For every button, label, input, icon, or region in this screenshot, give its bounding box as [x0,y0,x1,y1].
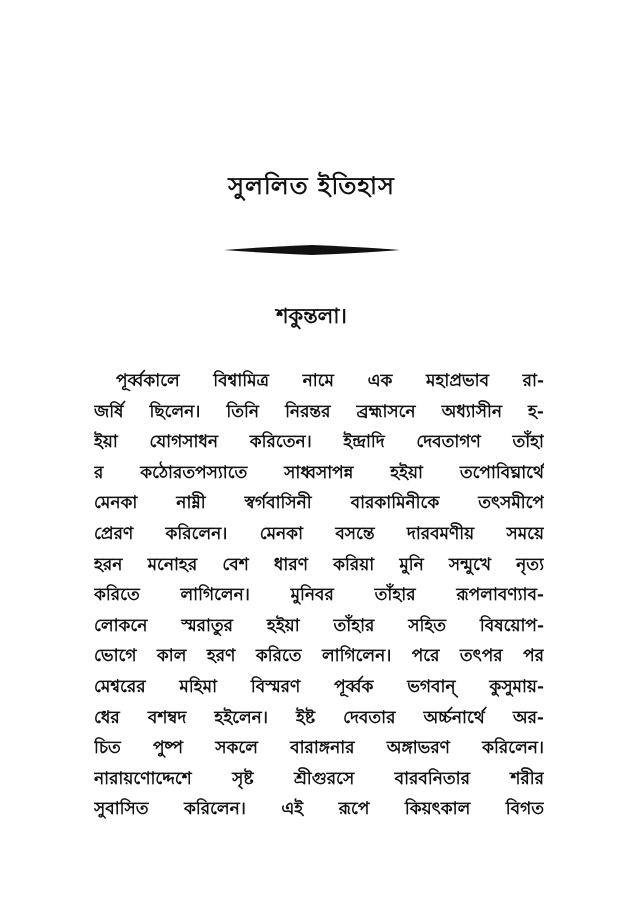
text-line: প্রেরণ করিলেন। মেনকা বসন্তে দারবমণীয় সময়ে [94,523,544,544]
chapter-title: শকুন্তলা। [276,303,347,328]
text-line: পূর্ব্বকালে বিশ্বামিত্র নামে এক মহাপ্রভাব রা- [116,371,544,391]
text-line: ইয়া যোগসাধন করিতেন। ইন্দ্রাদি দেবতাগণ তাঁহা [94,432,544,453]
text-line: চিত পুষ্প সকলে বারাঙ্গনার অঙ্গাভরণ করিলেন। [94,738,544,759]
text-line: ভোগে কাল হরণ করিতে লাগিলেন। পরে তৎপর পর [94,646,544,667]
text-line: ধের বশম্বদ হইলেন। ইষ্ট দেবতার অর্চ্চনার্থে অর- [94,707,544,728]
text-line: মেশ্বরের মহিমা বিস্মরণ পূর্ব্বক ভগবান্ কুসুমায়- [94,676,544,697]
body-paragraph [94,366,544,825]
text-line: মেনকা নাম্নী স্বর্গবাসিনী বারকামিনীকে তৎসমীপে [94,493,544,514]
text-line: র কঠোরতপস্যাতে সাধ্বসাপন্ন হইয়া তপোবিঘ্নার্থে [94,462,544,483]
book-title: সুললিত ইতিহাস [228,171,395,200]
text-line: করিতে লাগিলেন। মুনিবর তাঁহার রূপলাবণ্যাব- [94,585,544,606]
text-line: জর্ষি ছিলেন। তিনি নিরন্তর ব্রহ্মাসনে অধ্যাসীন হ- [94,401,544,422]
text-line: নারায়ণোদ্দেশে সৃষ্ট শ্রীগুরসে বারবনিতার শরীর [94,768,544,789]
text-line: লোকনে স্মরাতুর হইয়া তাঁহার সহিত বিষয়োপ- [94,615,544,636]
text-line: সুবাসিত করিলেন। এই রূপে কিয়ৎকাল বিগত [94,799,544,820]
text-line: হরন মনোহর বেশ ধারণ করিয়া মুনি সন্মুখে নৃত্য [94,554,544,575]
title-divider-ornament [222,240,402,260]
